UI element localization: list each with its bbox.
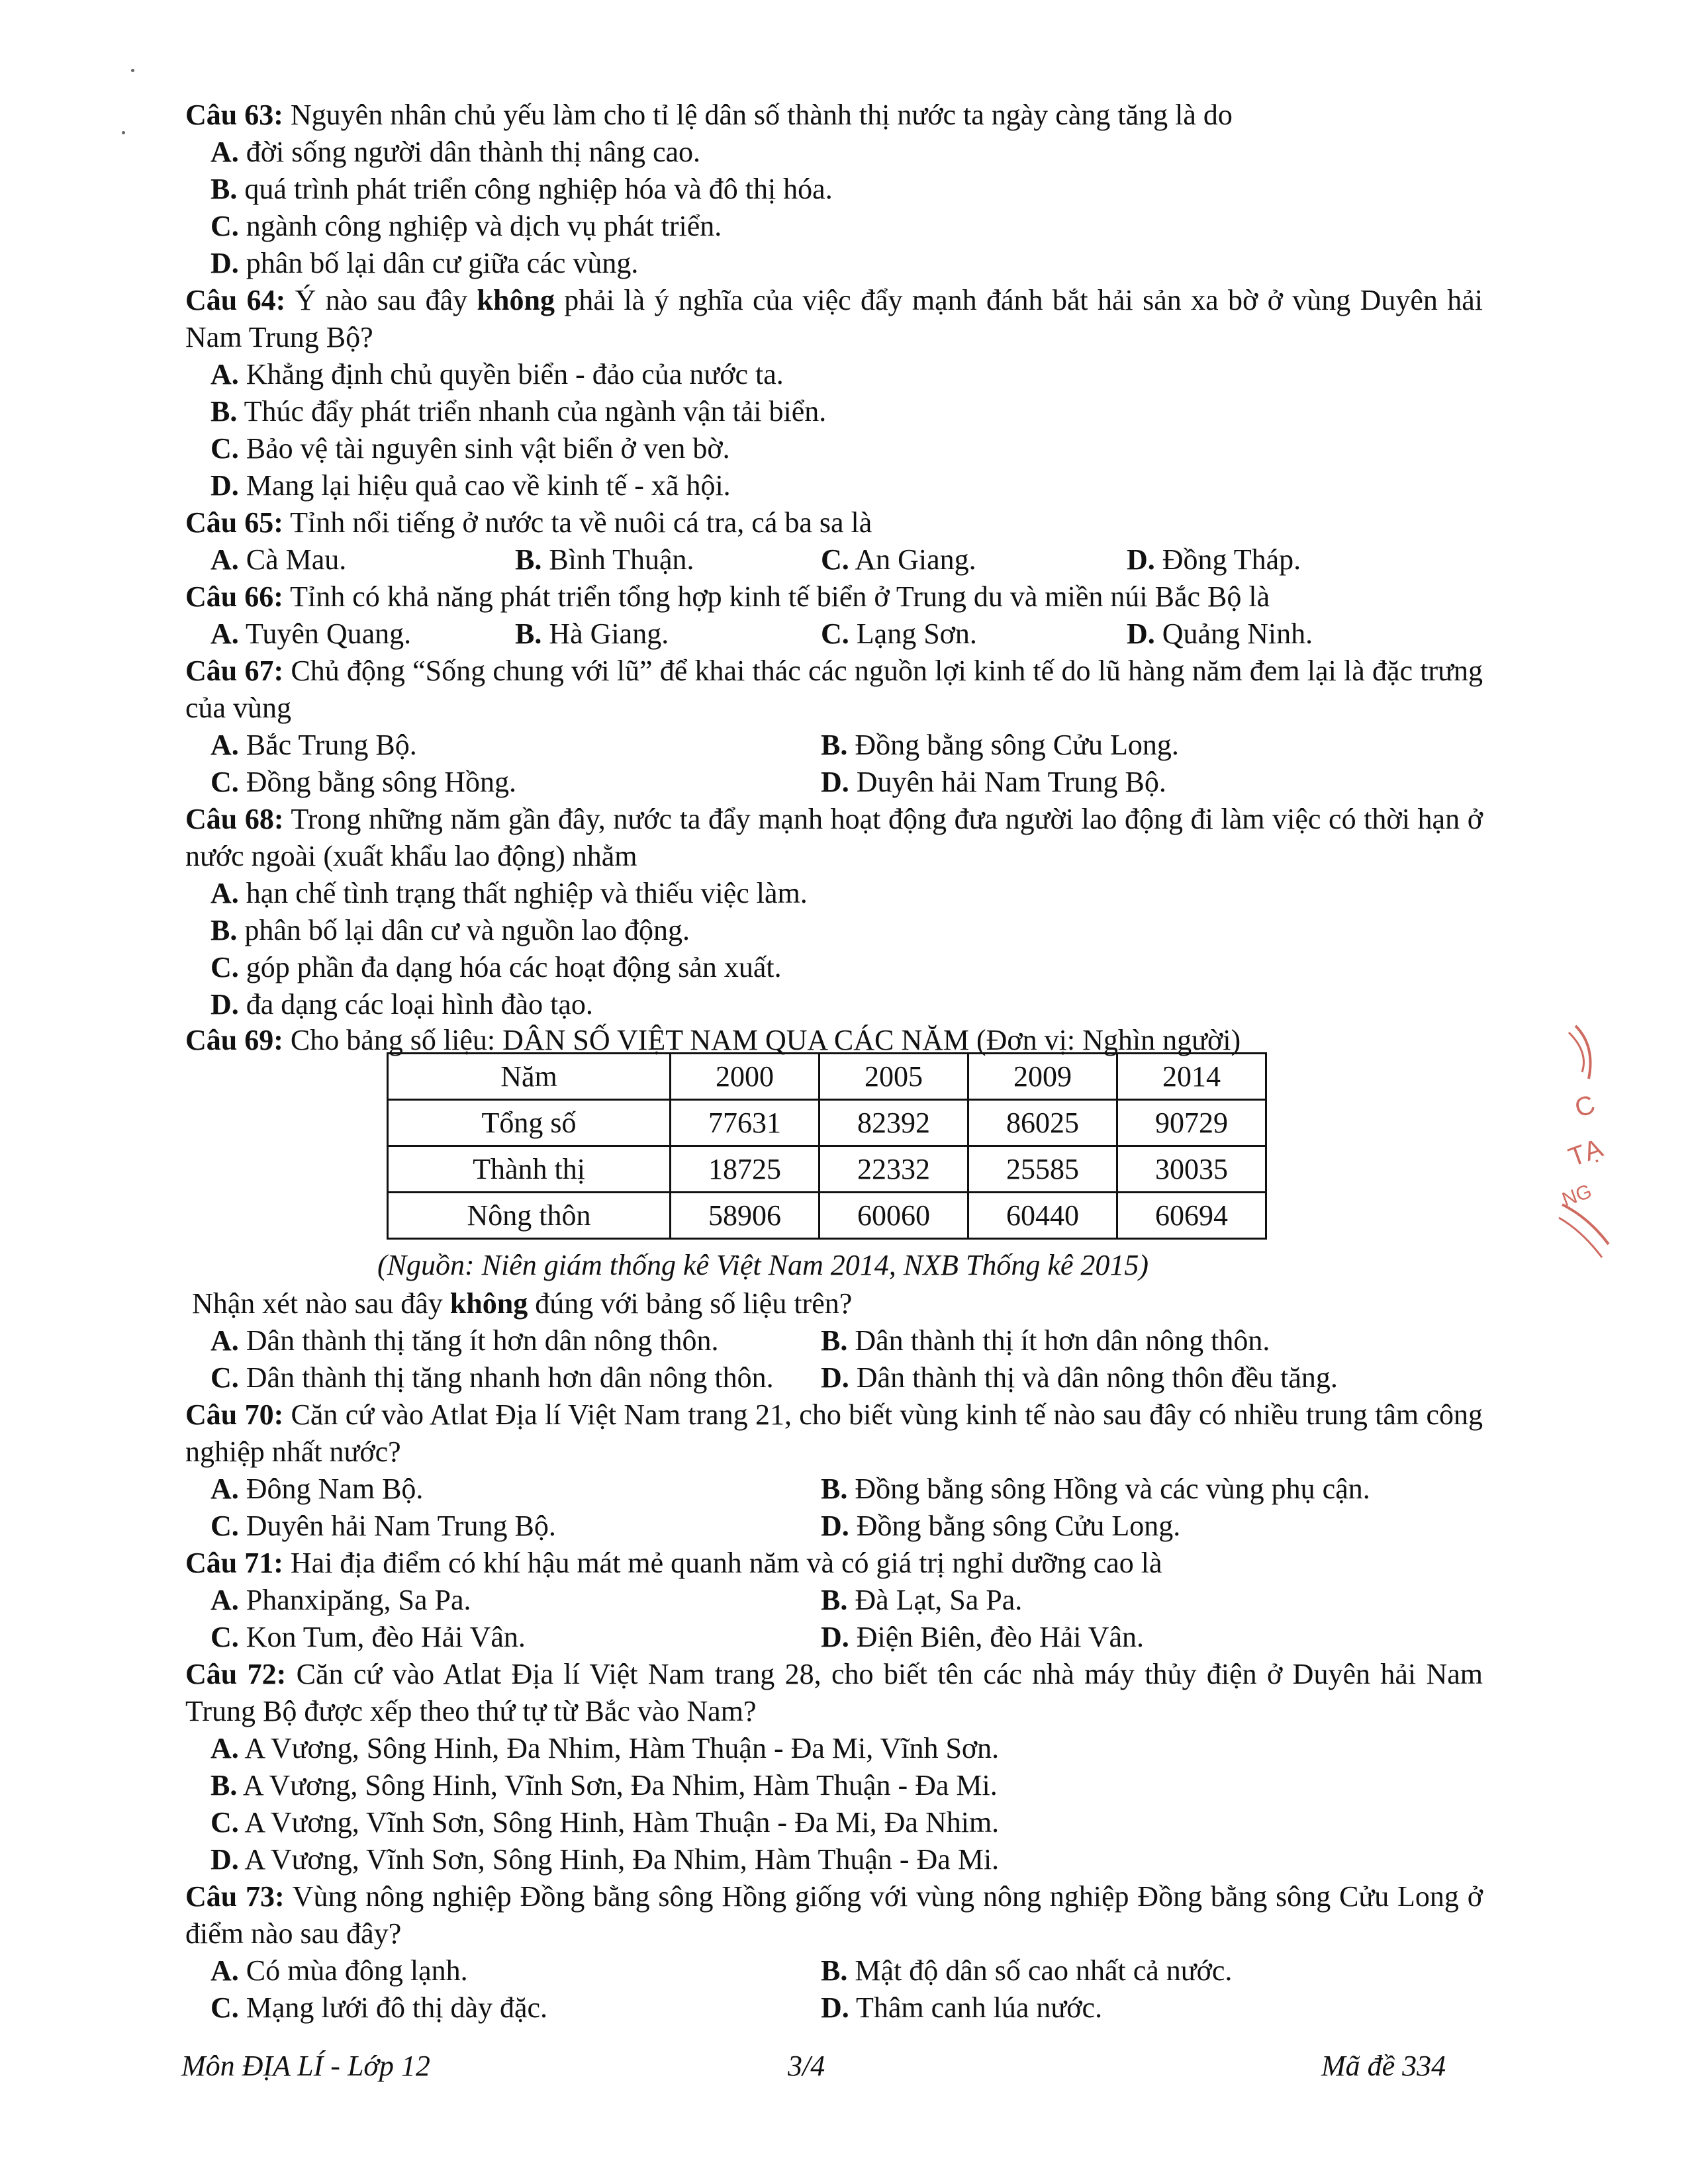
question-number: Câu 65: xyxy=(185,506,283,539)
table-cell: 18725 xyxy=(671,1146,820,1193)
option-text: Mang lại hiệu quả cao về kinh tế - xã hội. xyxy=(238,469,731,502)
question-number: Câu 70: xyxy=(185,1398,284,1431)
option-66-c xyxy=(821,615,977,653)
option-label: A. xyxy=(211,729,239,761)
option-label: A. xyxy=(211,1732,239,1764)
question-65 xyxy=(185,504,872,541)
option-label: C. xyxy=(211,1991,239,2024)
option-68-c xyxy=(211,949,782,986)
option-text: Dân thành thị tăng nhanh hơn dân nông thôn. xyxy=(238,1361,774,1394)
option-70-c xyxy=(211,1508,556,1545)
question-text: đúng với bảng số liệu trên? xyxy=(528,1287,853,1320)
option-text: A Vương, Sông Hinh, Vĩnh Sơn, Đa Nhim, Hàm Thuận - Đa Mi. xyxy=(237,1769,998,1801)
question-number: Câu 69: xyxy=(185,1024,283,1056)
option-66-a xyxy=(211,615,411,653)
option-label: A. xyxy=(211,877,239,909)
table-row xyxy=(388,1100,1266,1146)
option-text: Đồng Tháp. xyxy=(1154,543,1301,576)
option-69-c xyxy=(211,1359,774,1396)
option-72-c xyxy=(211,1804,999,1841)
option-text: Bắc Trung Bộ. xyxy=(238,729,417,761)
option-text: Đà Lạt, Sa Pa. xyxy=(847,1584,1023,1616)
option-text: Tuyên Quang. xyxy=(238,617,412,650)
option-label: D. xyxy=(821,1510,849,1542)
option-63-c xyxy=(211,208,722,245)
question-64 xyxy=(185,282,1483,356)
table-cell: 2000 xyxy=(671,1054,820,1100)
option-text: Kon Tum, đèo Hải Vân. xyxy=(238,1621,526,1653)
option-label: A. xyxy=(211,617,239,650)
table-cell: 82392 xyxy=(820,1100,968,1146)
option-text: Dân thành thị và dân nông thôn đều tăng. xyxy=(849,1361,1338,1394)
option-65-d xyxy=(1127,541,1301,578)
question-70 xyxy=(185,1396,1483,1471)
table-cell: 60060 xyxy=(820,1193,968,1239)
footer-subject: Môn ĐỊA LÍ - Lớp 12 xyxy=(181,2050,430,2082)
question-number: Câu 71: xyxy=(185,1547,283,1579)
question-73 xyxy=(185,1878,1483,1952)
table-cell: Thành thị xyxy=(388,1146,671,1193)
option-72-d xyxy=(211,1841,999,1878)
option-66-d xyxy=(1127,615,1313,653)
option-label: D. xyxy=(1127,617,1155,650)
option-label: D. xyxy=(821,766,849,798)
option-label: D. xyxy=(211,247,239,279)
footer-exam-code: Mã đề 334 xyxy=(1321,2050,1446,2082)
option-label: B. xyxy=(211,395,238,428)
table-cell: 86025 xyxy=(968,1100,1117,1146)
question-number: Câu 67: xyxy=(185,655,284,687)
table-cell: 22332 xyxy=(820,1146,968,1193)
option-73-d xyxy=(821,1989,1102,2026)
option-71-a xyxy=(211,1582,471,1619)
question-text: Tỉnh nổi tiếng ở nước ta về nuôi cá tra, cá ba sa là xyxy=(283,506,872,539)
option-label: B. xyxy=(821,1324,848,1357)
option-label: D. xyxy=(211,1843,239,1876)
option-72-b xyxy=(211,1767,998,1804)
question-text: Vùng nông nghiệp Đồng bằng sông Hồng giống với vùng nông nghiệp Đồng bằng sông Cửu Long ở điểm nào sau đây? xyxy=(185,1880,1483,1950)
option-label: A. xyxy=(211,136,239,168)
option-65-a xyxy=(211,541,346,578)
option-text: phân bố lại dân cư và nguồn lao động. xyxy=(237,914,690,946)
question-text: Nguyên nhân chủ yếu làm cho tỉ lệ dân số thành thị nước ta ngày càng tăng là do xyxy=(283,99,1233,131)
option-63-b xyxy=(211,171,833,208)
option-text: Thúc đẩy phát triển nhanh của ngành vận tải biển. xyxy=(237,395,827,428)
option-label: C. xyxy=(211,951,239,983)
question-71 xyxy=(185,1545,1162,1582)
option-text: A Vương, Vĩnh Sơn, Sông Hinh, Hàm Thuận - Đa Mi, Đa Nhim. xyxy=(238,1806,1000,1839)
option-73-b xyxy=(821,1952,1232,1989)
stamp-text: NG xyxy=(1559,1180,1595,1211)
option-text: Hà Giang. xyxy=(541,617,669,650)
stamp-text: TẠ xyxy=(1564,1133,1607,1173)
option-label: C. xyxy=(821,617,849,650)
option-label: B. xyxy=(821,1584,848,1616)
question-text: Căn cứ vào Atlat Địa lí Việt Nam trang 28, cho biết tên các nhà máy thủy điện ở Duyên hải Nam Trung Bộ được xếp theo thứ tự từ Bắc vào Nam? xyxy=(185,1658,1483,1727)
footer-page-number: 3/4 xyxy=(788,2050,825,2082)
option-text: Đồng bằng sông Cửu Long. xyxy=(849,1510,1181,1542)
option-label: D. xyxy=(821,1621,849,1653)
option-text: Dân thành thị tăng ít hơn dân nông thôn. xyxy=(238,1324,719,1357)
option-text: Duyên hải Nam Trung Bộ. xyxy=(849,766,1166,798)
stamp-seal xyxy=(1549,1019,1622,1271)
table-cell: Nông thôn xyxy=(388,1193,671,1239)
option-68-d xyxy=(211,986,593,1023)
question-68 xyxy=(185,801,1483,875)
option-67-a xyxy=(211,727,417,764)
option-64-c xyxy=(211,430,730,467)
option-text: Mật độ dân số cao nhất cả nước. xyxy=(847,1954,1233,1987)
option-label: B. xyxy=(211,1769,238,1801)
option-69-b xyxy=(821,1322,1270,1359)
question-67 xyxy=(185,653,1483,727)
option-71-c xyxy=(211,1619,526,1656)
question-text: Hai địa điểm có khí hậu mát mẻ quanh năm và có giá trị nghỉ dưỡng cao là xyxy=(283,1547,1162,1579)
option-label: A. xyxy=(211,1473,239,1505)
question-number: Câu 64: xyxy=(185,284,286,316)
table-cell: 30035 xyxy=(1117,1146,1266,1193)
table-cell: 2014 xyxy=(1117,1054,1266,1100)
option-65-b xyxy=(515,541,694,578)
option-text: Cà Mau. xyxy=(238,543,347,576)
option-text: Mạng lưới đô thị dày đặc. xyxy=(238,1991,548,2024)
option-label: B. xyxy=(515,543,542,576)
option-text: A Vương, Vĩnh Sơn, Sông Hinh, Đa Nhim, Hàm Thuận - Đa Mi. xyxy=(238,1843,1000,1876)
table-cell: 77631 xyxy=(671,1100,820,1146)
option-text: ngành công nghiệp và dịch vụ phát triển. xyxy=(238,210,722,242)
option-text: Đồng bằng sông Hồng và các vùng phụ cận. xyxy=(847,1473,1370,1505)
table-row xyxy=(388,1146,1266,1193)
table-cell: 25585 xyxy=(968,1146,1117,1193)
option-65-c xyxy=(821,541,976,578)
option-label: A. xyxy=(211,1954,239,1987)
option-63-d xyxy=(211,245,638,282)
option-67-d xyxy=(821,764,1166,801)
question-text: Trong những năm gần đây, nước ta đẩy mạnh hoạt động đưa người lao động đi làm việc có thời hạn ở nước ngoài (xuất khẩu lao động) nhằm xyxy=(185,803,1483,872)
option-text: đa dạng các loại hình đào tạo. xyxy=(238,988,593,1021)
question-number: Câu 63: xyxy=(185,99,283,131)
question-emphasis: không xyxy=(449,1287,528,1320)
option-label: B. xyxy=(211,914,238,946)
option-label: B. xyxy=(211,173,238,205)
table-header-row xyxy=(388,1054,1266,1100)
question-number: Câu 73: xyxy=(185,1880,285,1913)
option-63-a xyxy=(211,134,700,171)
option-text: Dân thành thị ít hơn dân nông thôn. xyxy=(847,1324,1270,1357)
option-label: C. xyxy=(211,1806,239,1839)
option-text: hạn chế tình trạng thất nghiệp và thiếu việc làm. xyxy=(238,877,808,909)
option-71-b xyxy=(821,1582,1022,1619)
table-cell: 2005 xyxy=(820,1054,968,1100)
option-label: D. xyxy=(1127,543,1155,576)
table-cell: Tổng số xyxy=(388,1100,671,1146)
option-64-a xyxy=(211,356,784,393)
option-text: Bảo vệ tài nguyên sinh vật biển ở ven bờ. xyxy=(238,432,730,465)
option-label: A. xyxy=(211,1324,239,1357)
option-label: C. xyxy=(211,1621,239,1653)
option-label: A. xyxy=(211,1584,239,1616)
scan-speck xyxy=(131,69,134,72)
option-label: C. xyxy=(211,210,239,242)
question-text: phải là ý nghĩa của việc đẩy mạnh đánh bắt hải sản xa bờ ở vùng Duyên hải Nam Trung Bộ? xyxy=(185,284,1483,353)
option-text: Bình Thuận. xyxy=(541,543,694,576)
option-text: Duyên hải Nam Trung Bộ. xyxy=(238,1510,556,1542)
option-67-c xyxy=(211,764,516,801)
question-63 xyxy=(185,97,1233,134)
question-text: Cho bảng số liệu: DÂN SỐ VIỆT NAM QUA CÁC NĂM (Đơn vị: Nghìn người) xyxy=(283,1024,1241,1056)
option-text: Có mùa đông lạnh. xyxy=(238,1954,468,1987)
question-emphasis: không xyxy=(477,284,555,316)
option-70-d xyxy=(821,1508,1180,1545)
option-70-a xyxy=(211,1471,423,1508)
question-number: Câu 72: xyxy=(185,1658,287,1690)
option-69-a xyxy=(211,1322,719,1359)
option-67-b xyxy=(821,727,1179,764)
option-70-b xyxy=(821,1471,1370,1508)
scan-speck xyxy=(122,131,125,134)
option-text: An Giang. xyxy=(849,543,976,576)
table-cell: 90729 xyxy=(1117,1100,1266,1146)
option-label: D. xyxy=(821,1991,849,2024)
question-text: Chủ động “Sống chung với lũ” để khai thác các nguồn lợi kinh tế do lũ hàng năm đem lại là đặc trưng của vùng xyxy=(185,655,1483,724)
option-label: B. xyxy=(515,617,542,650)
option-label: C. xyxy=(211,432,239,465)
option-text: Phanxipăng, Sa Pa. xyxy=(238,1584,471,1616)
option-label: D. xyxy=(211,988,239,1021)
population-table xyxy=(387,1052,1267,1240)
option-label: C. xyxy=(211,1361,239,1394)
option-text: Điện Biên, đèo Hải Vân. xyxy=(849,1621,1144,1653)
option-68-a xyxy=(211,875,808,912)
option-label: D. xyxy=(821,1361,849,1394)
option-text: đời sống người dân thành thị nâng cao. xyxy=(238,136,701,168)
option-text: A Vương, Sông Hinh, Đa Nhim, Hàm Thuận - Đa Mi, Vĩnh Sơn. xyxy=(238,1732,1000,1764)
option-64-d xyxy=(211,467,731,504)
question-66 xyxy=(185,578,1270,615)
table-cell: 60694 xyxy=(1117,1193,1266,1239)
question-number: Câu 66: xyxy=(185,580,283,613)
question-69-prompt xyxy=(192,1285,852,1322)
table-row xyxy=(388,1193,1266,1239)
table-source: (Nguồn: Niên giám thống kê Việt Nam 2014, NXB Thống kê 2015) xyxy=(377,1249,1149,1281)
option-label: B. xyxy=(821,729,848,761)
option-label: C. xyxy=(211,766,239,798)
question-text: Tỉnh có khả năng phát triển tổng hợp kinh tế biển ở Trung du và miền núi Bắc Bộ là xyxy=(283,580,1270,613)
option-label: A. xyxy=(211,358,239,390)
option-text: quá trình phát triển công nghiệp hóa và đô thị hóa. xyxy=(237,173,833,205)
option-73-a xyxy=(211,1952,468,1989)
option-text: phân bố lại dân cư giữa các vùng. xyxy=(238,247,639,279)
option-text: Đông Nam Bộ. xyxy=(238,1473,424,1505)
table-cell: 58906 xyxy=(671,1193,820,1239)
option-text: góp phần đa dạng hóa các hoạt động sản xuất. xyxy=(238,951,782,983)
option-label: C. xyxy=(211,1510,239,1542)
option-text: Thâm canh lúa nước. xyxy=(849,1991,1103,2024)
question-number: Câu 68: xyxy=(185,803,284,835)
option-72-a xyxy=(211,1730,999,1767)
option-label: D. xyxy=(211,469,239,502)
stamp-text: C xyxy=(1571,1089,1599,1124)
option-label: C. xyxy=(821,543,849,576)
option-69-d xyxy=(821,1359,1338,1396)
table-cell: 60440 xyxy=(968,1193,1117,1239)
option-text: Đồng bằng sông Hồng. xyxy=(238,766,516,798)
option-73-c xyxy=(211,1989,547,2026)
option-label: B. xyxy=(821,1954,848,1987)
option-text: Khẳng định chủ quyền biển - đảo của nước ta. xyxy=(238,358,784,390)
question-72 xyxy=(185,1656,1483,1730)
question-text: Ý nào sau đây xyxy=(285,284,477,316)
option-label: B. xyxy=(821,1473,848,1505)
option-64-b xyxy=(211,393,826,430)
question-text: Nhận xét nào sau đây xyxy=(192,1287,450,1320)
option-text: Quảng Ninh. xyxy=(1154,617,1313,650)
table-cell: 2009 xyxy=(968,1054,1117,1100)
option-71-d xyxy=(821,1619,1144,1656)
table-cell: Năm xyxy=(388,1054,671,1100)
option-68-b xyxy=(211,912,690,949)
question-text: Căn cứ vào Atlat Địa lí Việt Nam trang 21, cho biết vùng kinh tế nào sau đây có nhiều trung tâm công nghiệp nhất nước? xyxy=(185,1398,1483,1468)
option-text: Lạng Sơn. xyxy=(849,617,977,650)
option-label: A. xyxy=(211,543,239,576)
option-text: Đồng bằng sông Cửu Long. xyxy=(847,729,1179,761)
option-66-b xyxy=(515,615,669,653)
